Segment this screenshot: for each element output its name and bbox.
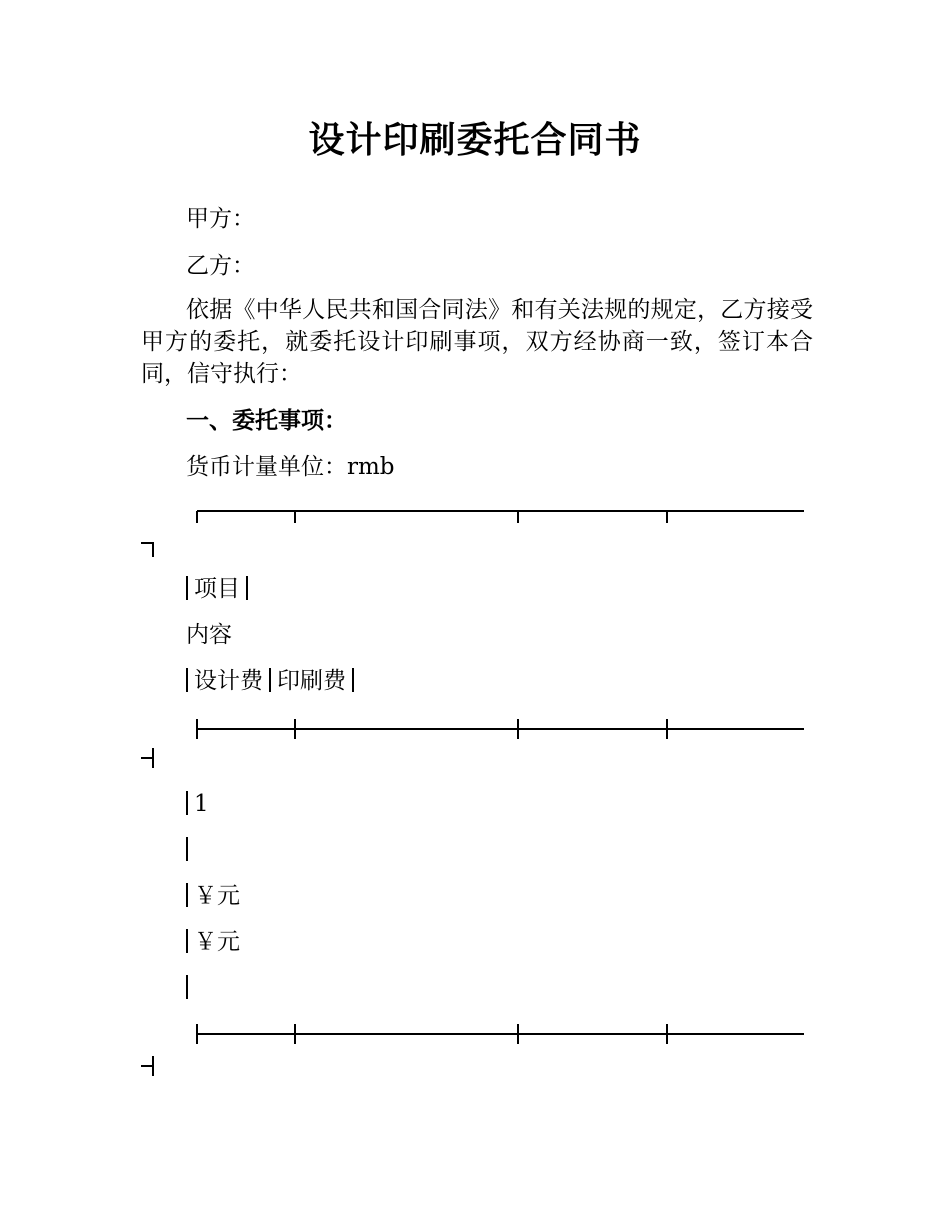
table-row-1-print bbox=[186, 926, 240, 958]
table-cell-separator bbox=[269, 668, 271, 692]
table-header-row bbox=[186, 573, 254, 605]
table-cell-separator bbox=[186, 883, 188, 907]
table-row-1-design-fee: ￥元 bbox=[194, 883, 240, 909]
table-row-1-print-fee: ￥元 bbox=[194, 929, 240, 955]
table-cell-separator bbox=[186, 791, 188, 815]
currency-unit-line: 货币计量单位：rmb bbox=[186, 454, 395, 480]
document-title: 设计印刷委托合同书 bbox=[308, 120, 642, 161]
table-top-border bbox=[196, 503, 804, 523]
table-header-item: 项目 bbox=[194, 576, 240, 602]
table-cell-separator bbox=[186, 975, 188, 999]
table-cell-separator bbox=[186, 929, 188, 953]
table-header-print-fee: 印刷费 bbox=[277, 668, 346, 694]
table-row-1-blank bbox=[186, 834, 188, 866]
table-row-1-end bbox=[186, 972, 188, 1004]
party-b-label: 乙方： bbox=[186, 253, 255, 279]
table-row-1-design bbox=[186, 880, 240, 912]
table-header-design-fee: 设计费 bbox=[194, 668, 263, 694]
table-divider-right-end bbox=[141, 747, 155, 769]
table-row-divider bbox=[196, 1020, 804, 1040]
table-row-1-number bbox=[186, 788, 209, 820]
table-header-divider bbox=[196, 715, 804, 735]
table-header-content: 内容 bbox=[186, 622, 232, 648]
table-row-divider-right-end bbox=[141, 1055, 155, 1077]
table-header-fees-row bbox=[186, 665, 360, 697]
table-cell-separator bbox=[186, 668, 188, 692]
party-a-label: 甲方： bbox=[186, 206, 255, 232]
table-cell-separator bbox=[186, 837, 188, 861]
table-cell-separator bbox=[352, 668, 354, 692]
table-cell-separator bbox=[186, 576, 188, 600]
table-top-right-corner bbox=[141, 537, 155, 559]
section-1-heading: 一、委托事项： bbox=[186, 408, 347, 434]
intro-paragraph: 依据《中华人民共和国合同法》和有关法规的规定，乙方接受甲方的委托，就委托设计印刷事项，双方经协商一致，签订本合同，信守执行： bbox=[141, 297, 813, 387]
table-row-1-no: 1 bbox=[194, 791, 209, 817]
table-cell-separator bbox=[246, 576, 248, 600]
